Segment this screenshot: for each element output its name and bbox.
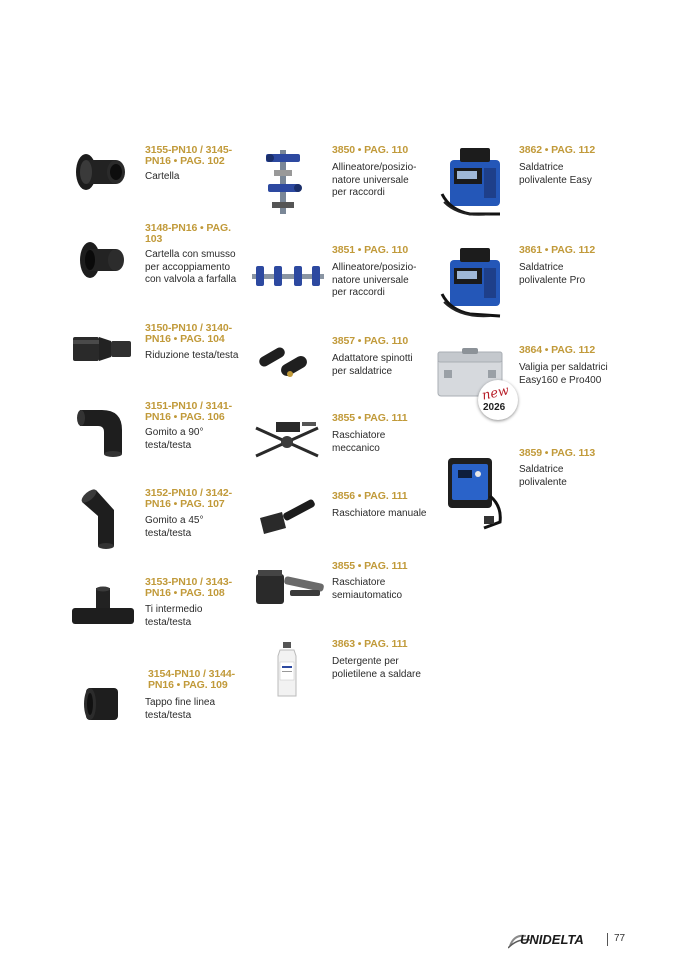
- item-description: Valigia per saldatrici Easy160 e Pro400: [519, 362, 608, 386]
- item-code: 3859 • PAG. 113: [519, 447, 596, 459]
- item-description: Cartella: [145, 171, 180, 182]
- item-description: Allineatore/posizio- natore universale per raccordi: [332, 262, 417, 298]
- aligner-horizontal-icon: [250, 262, 326, 292]
- chamfered-flange-icon: [78, 236, 126, 284]
- pin-adapter-icon: [254, 334, 316, 384]
- item-code: 3154-PN10 / 3144- PN16 • PAG. 109: [148, 668, 236, 691]
- item-code: 3861 • PAG. 112: [519, 244, 596, 256]
- item-description: Raschiatore semiautomatico: [332, 577, 403, 601]
- reducer-icon: [71, 332, 133, 366]
- item-description: Gomito a 90° testa/testa: [145, 427, 204, 451]
- elbow-90-icon: [76, 404, 128, 458]
- new-badge-label: new: [480, 383, 511, 404]
- item-code: 3153-PN10 / 3143- PN16 • PAG. 108: [145, 576, 233, 599]
- item-description: Ti intermedio testa/testa: [145, 604, 203, 628]
- item-description: Riduzione testa/testa: [145, 350, 239, 361]
- manual-scraper-icon: [256, 490, 320, 538]
- tee-icon: [70, 586, 136, 630]
- footer-divider: [607, 933, 608, 946]
- item-description: Saldatrice polivalente Easy: [519, 162, 592, 186]
- item-code: 3856 • PAG. 111: [332, 490, 408, 502]
- item-code: 3151-PN10 / 3141- PN16 • PAG. 106: [145, 400, 233, 423]
- item-code: 3862 • PAG. 112: [519, 144, 596, 156]
- end-cap-icon: [80, 684, 124, 724]
- welder-easy-icon: [440, 144, 512, 218]
- item-description: Gomito a 45° testa/testa: [145, 515, 204, 539]
- item-code: 3850 • PAG. 110: [332, 144, 409, 156]
- item-code: 3863 • PAG. 111: [332, 638, 408, 650]
- item-description: Cartella con smusso per accoppiamento con valvola a farfalla: [145, 249, 237, 285]
- flange-adapter-icon: [74, 148, 129, 198]
- item-description: Allineatore/posizio- natore universale per raccordi: [332, 162, 417, 198]
- welder-pro-icon: [440, 244, 512, 320]
- item-description: Tappo fine linea testa/testa: [145, 697, 216, 721]
- page-number: 77: [614, 933, 626, 944]
- item-code: 3855 • PAG. 111: [332, 412, 408, 424]
- item-code: 3150-PN10 / 3140- PN16 • PAG. 104: [145, 322, 233, 345]
- item-code: 3855 • PAG. 111: [332, 560, 408, 572]
- item-description: Raschiatore meccanico: [332, 430, 386, 454]
- item-code: 3864 • PAG. 112: [519, 344, 596, 356]
- item-code: 3155-PN10 / 3145- PN16 • PAG. 102: [145, 144, 233, 167]
- new-badge-year: 2026: [483, 402, 506, 413]
- item-description: Raschiatore manuale: [332, 508, 427, 519]
- item-description: Saldatrice polivalente: [519, 464, 567, 488]
- item-description: Detergente per polietilene a saldare: [332, 656, 421, 680]
- semiautomatic-scraper-icon: [254, 566, 326, 610]
- item-description: Saldatrice polivalente Pro: [519, 262, 586, 286]
- item-code: 3851 • PAG. 110: [332, 244, 409, 256]
- case-welder-icon: [444, 456, 508, 532]
- elbow-45-icon: [76, 488, 126, 550]
- item-code: 3857 • PAG. 110: [332, 335, 409, 347]
- unidelta-logo: [508, 930, 606, 950]
- item-code: 3148-PN16 • PAG. 103: [145, 222, 231, 245]
- item-description: Adattatore spinotti per saldatrice: [332, 353, 413, 377]
- detergent-bottle-icon: [276, 642, 298, 698]
- mechanical-scraper-icon: [252, 416, 322, 462]
- brand-name: UNIDELTA: [520, 932, 584, 947]
- item-code: 3152-PN10 / 3142- PN16 • PAG. 107: [145, 487, 233, 510]
- aligner-vertical-icon: [258, 146, 310, 218]
